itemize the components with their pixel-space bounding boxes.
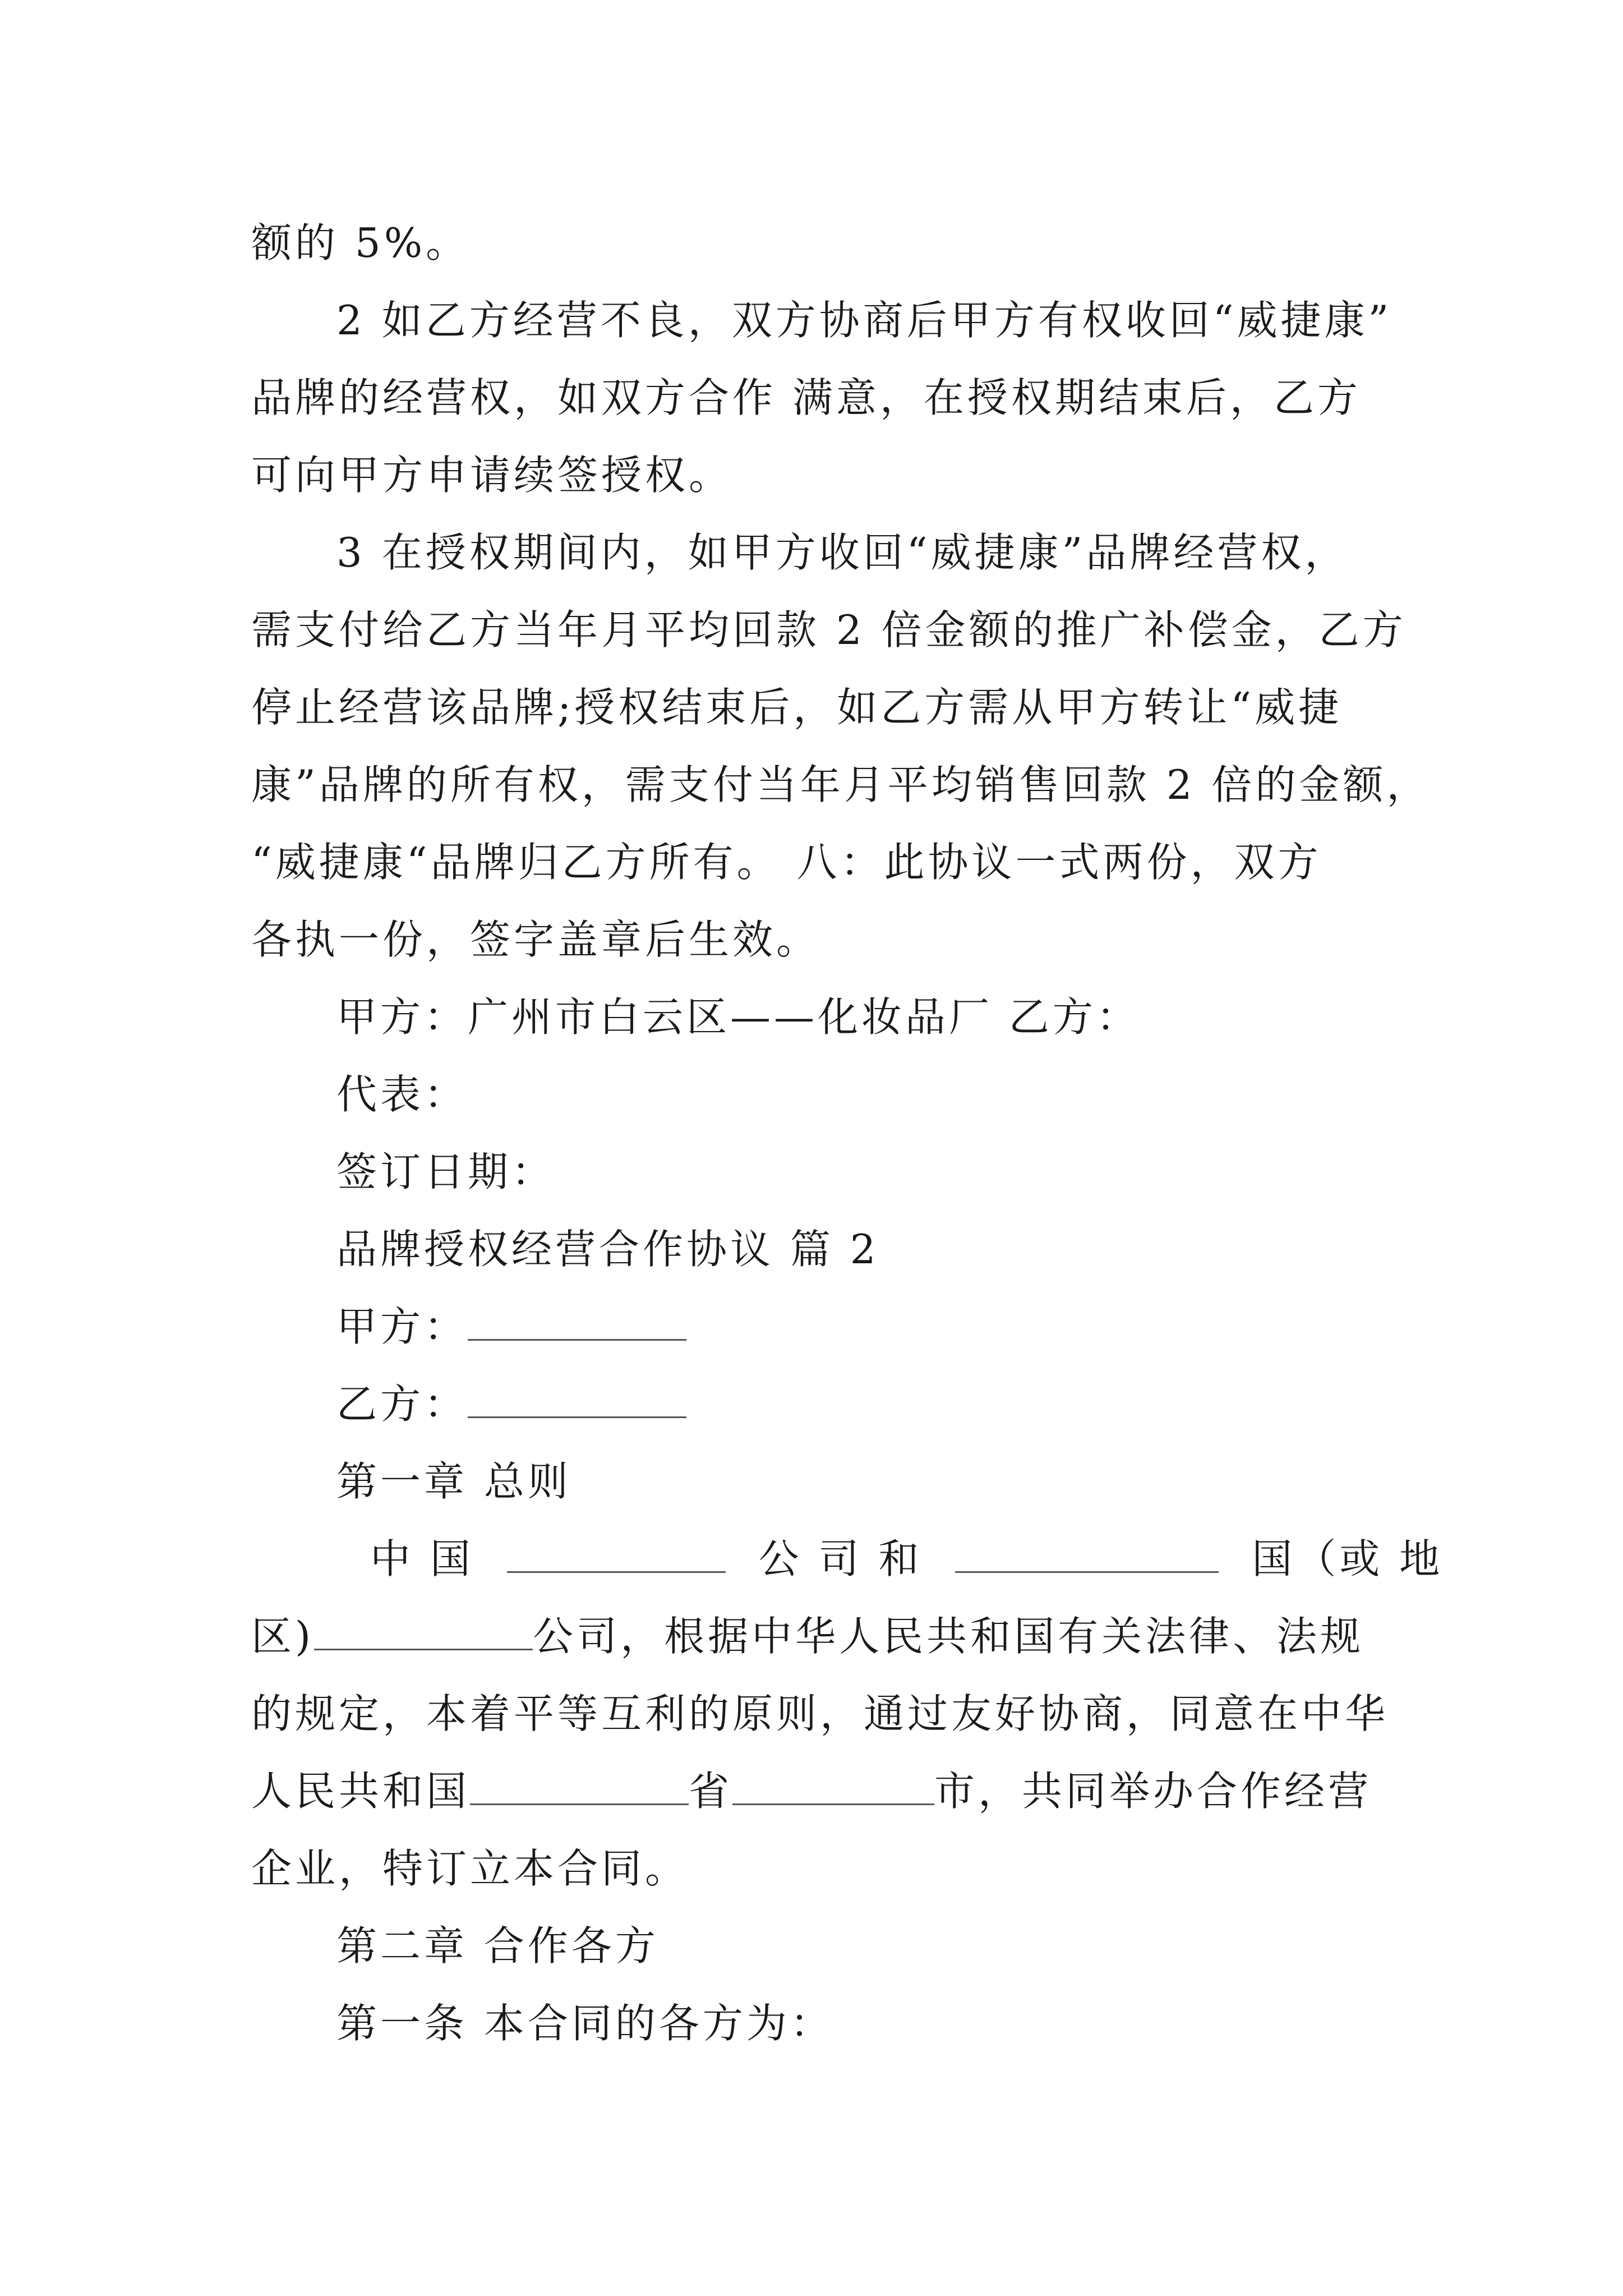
party-a-label: 甲方： <box>336 1303 468 1350</box>
representative-line: 代表： <box>336 1071 468 1118</box>
chapter-2-heading: 第二章 合作各方 <box>336 1922 659 1970</box>
region-company-blank <box>314 1614 533 1650</box>
clause-3-line-6: 各执一份，签字盖章后生效。 <box>251 916 820 963</box>
clause-3-line-5: “威捷康“品牌归乙方所有。 八：此协议一式两份，双方 <box>251 839 1322 886</box>
clause-2-line-1: 2 如乙方经营不良，双方协商后甲方有权收回“威捷康” <box>336 297 1393 344</box>
company-name-blank <box>507 1536 726 1573</box>
signature-party-line: 甲方：广州市白云区——化妆品厂 乙方： <box>336 993 1140 1041</box>
party-b-label: 乙方： <box>336 1381 468 1428</box>
party-b-line <box>336 1377 1469 1431</box>
general-line-4-part-a: 人民共和国 <box>251 1768 471 1815</box>
general-line-1-part-c: 国（或 地 <box>1252 1535 1444 1582</box>
country-blank <box>955 1536 1219 1573</box>
general-line-4-part-c: 市，共同举办合作经营 <box>934 1768 1372 1815</box>
clause-3-line-1: 3 在授权期间内，如甲方收回“威捷康”品牌经营权， <box>336 529 1349 576</box>
party-a-line <box>336 1300 1469 1354</box>
party-a-blank <box>468 1304 686 1341</box>
general-line-1-part-b: 公 司 和 <box>758 1535 923 1582</box>
province-blank <box>470 1769 689 1805</box>
general-line-4-part-b: 省 <box>689 1768 733 1815</box>
article-1-heading: 第一条 本合同的各方为： <box>336 2000 834 2047</box>
general-line-1 <box>370 1532 1444 1586</box>
section-title: 品牌授权经营合作协议 篇 2 <box>336 1226 879 1273</box>
clause-3-line-2: 需支付给乙方当年月平均回款 2 倍金额的推广补偿金，乙方 <box>251 606 1407 654</box>
general-line-5: 企业，特订立本合同。 <box>251 1845 689 1892</box>
party-b-blank <box>468 1382 686 1418</box>
text-line-1: 额的 5%。 <box>251 219 470 266</box>
clause-3-line-4: 康”品牌的所有权，需支付当年月平均销售回款 2 倍的金额， <box>251 761 1431 808</box>
clause-3-line-3: 停止经营该品牌;授权结束后，如乙方需从甲方转让“威捷 <box>251 684 1343 731</box>
general-line-4 <box>251 1764 1384 1818</box>
city-blank <box>732 1769 934 1805</box>
general-line-2-part-a: 区) <box>251 1613 315 1660</box>
general-line-2-part-b: 公司，根据中华人民共和国有关法律、法规 <box>533 1613 1364 1660</box>
chapter-1-heading: 第一章 总则 <box>336 1458 571 1505</box>
clause-2-line-2: 品牌的经营权，如双方合作 满意，在授权期结束后，乙方 <box>251 374 1361 421</box>
general-line-3: 的规定，本着平等互利的原则，通过友好协商，同意在中华 <box>251 1690 1389 1737</box>
signing-date-line: 签订日期： <box>336 1148 556 1195</box>
general-line-1-part-a: 中 国 <box>370 1535 474 1582</box>
general-line-2 <box>251 1609 1384 1663</box>
clause-2-line-3: 可向甲方申请续签授权。 <box>251 452 733 499</box>
